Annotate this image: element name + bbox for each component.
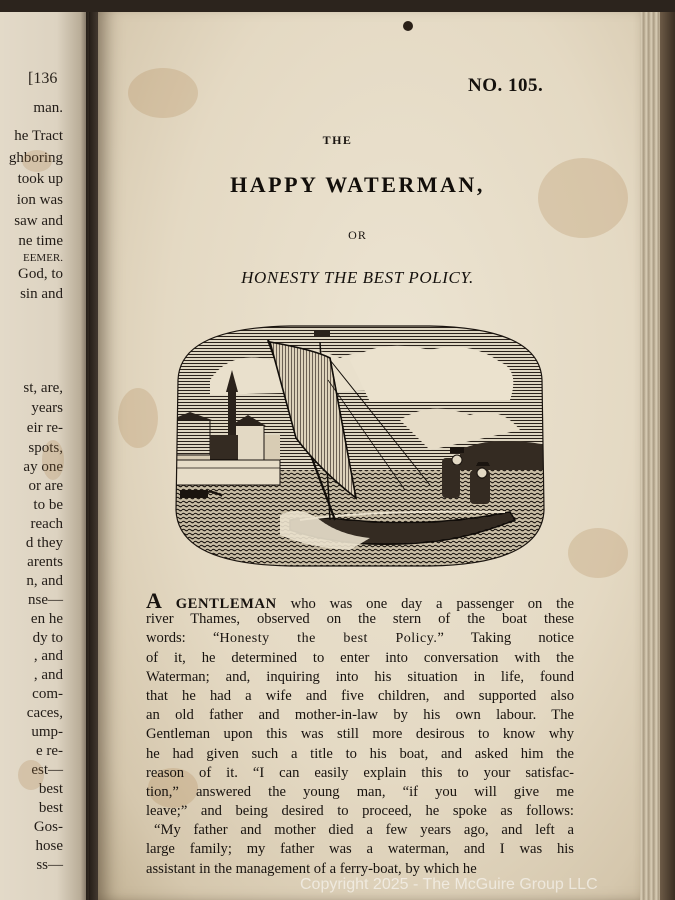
left-page-line: spots, (28, 440, 63, 456)
foxing-stain (128, 68, 198, 118)
left-page-line: d they (25, 535, 63, 551)
left-page-line: reach (30, 516, 63, 532)
title-or: OR (348, 228, 367, 242)
left-page-line: best (38, 781, 63, 797)
text-line: reason of it. “I can easily explain this to your satisfac- (146, 764, 574, 781)
left-page-line: arents (27, 554, 63, 570)
subtitle: HONESTY THE BEST POLICY. (241, 268, 474, 287)
foxing-stain (42, 440, 64, 480)
foxing-stain (568, 528, 628, 578)
left-page-line: he Tract (14, 128, 63, 144)
left-page-line: , and (33, 667, 63, 683)
text-line: an old father and mother-in-law by his own labour. The (146, 707, 574, 724)
foxing-stain (22, 150, 52, 172)
text-line (146, 588, 574, 613)
left-page-line: ump- (31, 724, 63, 740)
left-page-line: e re- (35, 743, 63, 759)
left-page-line: sin and (20, 286, 63, 302)
left-page-line: God, to (18, 266, 63, 282)
left-page-line: ion was (16, 192, 63, 208)
left-page-line: ne time (18, 233, 63, 249)
left-page-line: eir re- (26, 420, 63, 436)
drop-cap: A (146, 588, 162, 613)
left-page-line: ghboring (8, 150, 63, 166)
left-page-line: en he (30, 611, 63, 627)
text-segment: words: “ (146, 630, 220, 647)
left-page-line: hose (35, 838, 63, 854)
text-line (146, 629, 574, 648)
left-page-line: ss— (36, 857, 63, 873)
left-page-line: Gos- (33, 819, 63, 835)
title-main: HAPPY WATERMAN, (230, 172, 485, 197)
left-page-line: years (31, 400, 63, 416)
left-page-line: nse— (28, 592, 63, 608)
tract-number: NO. 105. (468, 75, 544, 96)
left-page-line: dy to (32, 630, 63, 646)
text-segment: ” Taking notice (437, 630, 574, 647)
top-shadow (0, 0, 675, 12)
left-page-line: best (38, 800, 63, 816)
left-page-line: , and (33, 648, 63, 664)
text-line: of it, he determined to enter into conversation with the (146, 649, 574, 666)
opening-caps: GENTLEMAN (175, 596, 277, 612)
left-page-line: saw and (14, 213, 63, 229)
foxing-stain (18, 760, 44, 790)
left-page-line: took up (17, 171, 63, 187)
woodcut-illustration (170, 320, 548, 570)
left-page-line: com- (32, 686, 63, 702)
punch-hole (403, 21, 413, 31)
left-page-line: man. (33, 100, 63, 116)
left-page-line: ay one (23, 459, 63, 475)
left-page-line: or are (28, 478, 63, 494)
left-page-line: caces, (26, 705, 63, 721)
text-line: Gentleman upon this was still more desirous to know why (146, 726, 574, 743)
text-line: “My father and mother died a few years ago, and left a (154, 822, 574, 839)
foxing-stain (538, 158, 628, 238)
text-line-rest: who was one day a passenger on the (290, 596, 574, 612)
text-line: he had given such a title to his boat, and asked him the (146, 745, 574, 762)
left-page-number: [136 (28, 70, 58, 87)
boat-motto: Honesty the best Policy. (219, 631, 438, 647)
text-line: leave;” and being desired to proceed, he spoke as follows: (146, 803, 574, 820)
text-line: that he had a wife and five children, and supported also (146, 687, 574, 704)
left-page-line: st, are, (23, 380, 63, 396)
text-line: Waterman; and, inquiring into his situation in life, found (146, 668, 574, 685)
left-page-line: n, and (26, 573, 63, 589)
left-page-line: est— (31, 762, 63, 778)
text-line: tion,” answered the young man, “if you will give me (146, 783, 574, 800)
text-line: large family; my father was a waterman, and I was his (146, 841, 574, 858)
text-line: assistant in the management of a ferry-boat, by which he (146, 860, 477, 877)
left-page-line: EEMER. (22, 252, 63, 264)
title-the: THE (322, 133, 353, 147)
left-page-line: to be (33, 497, 63, 513)
tract-body-text (146, 588, 574, 879)
copyright-watermark: Copyright 2025 - The McGuire Group LLC (300, 876, 598, 893)
text-line: river Thames, observed on the stern of the boat these (146, 611, 574, 628)
foxing-stain (118, 388, 158, 448)
